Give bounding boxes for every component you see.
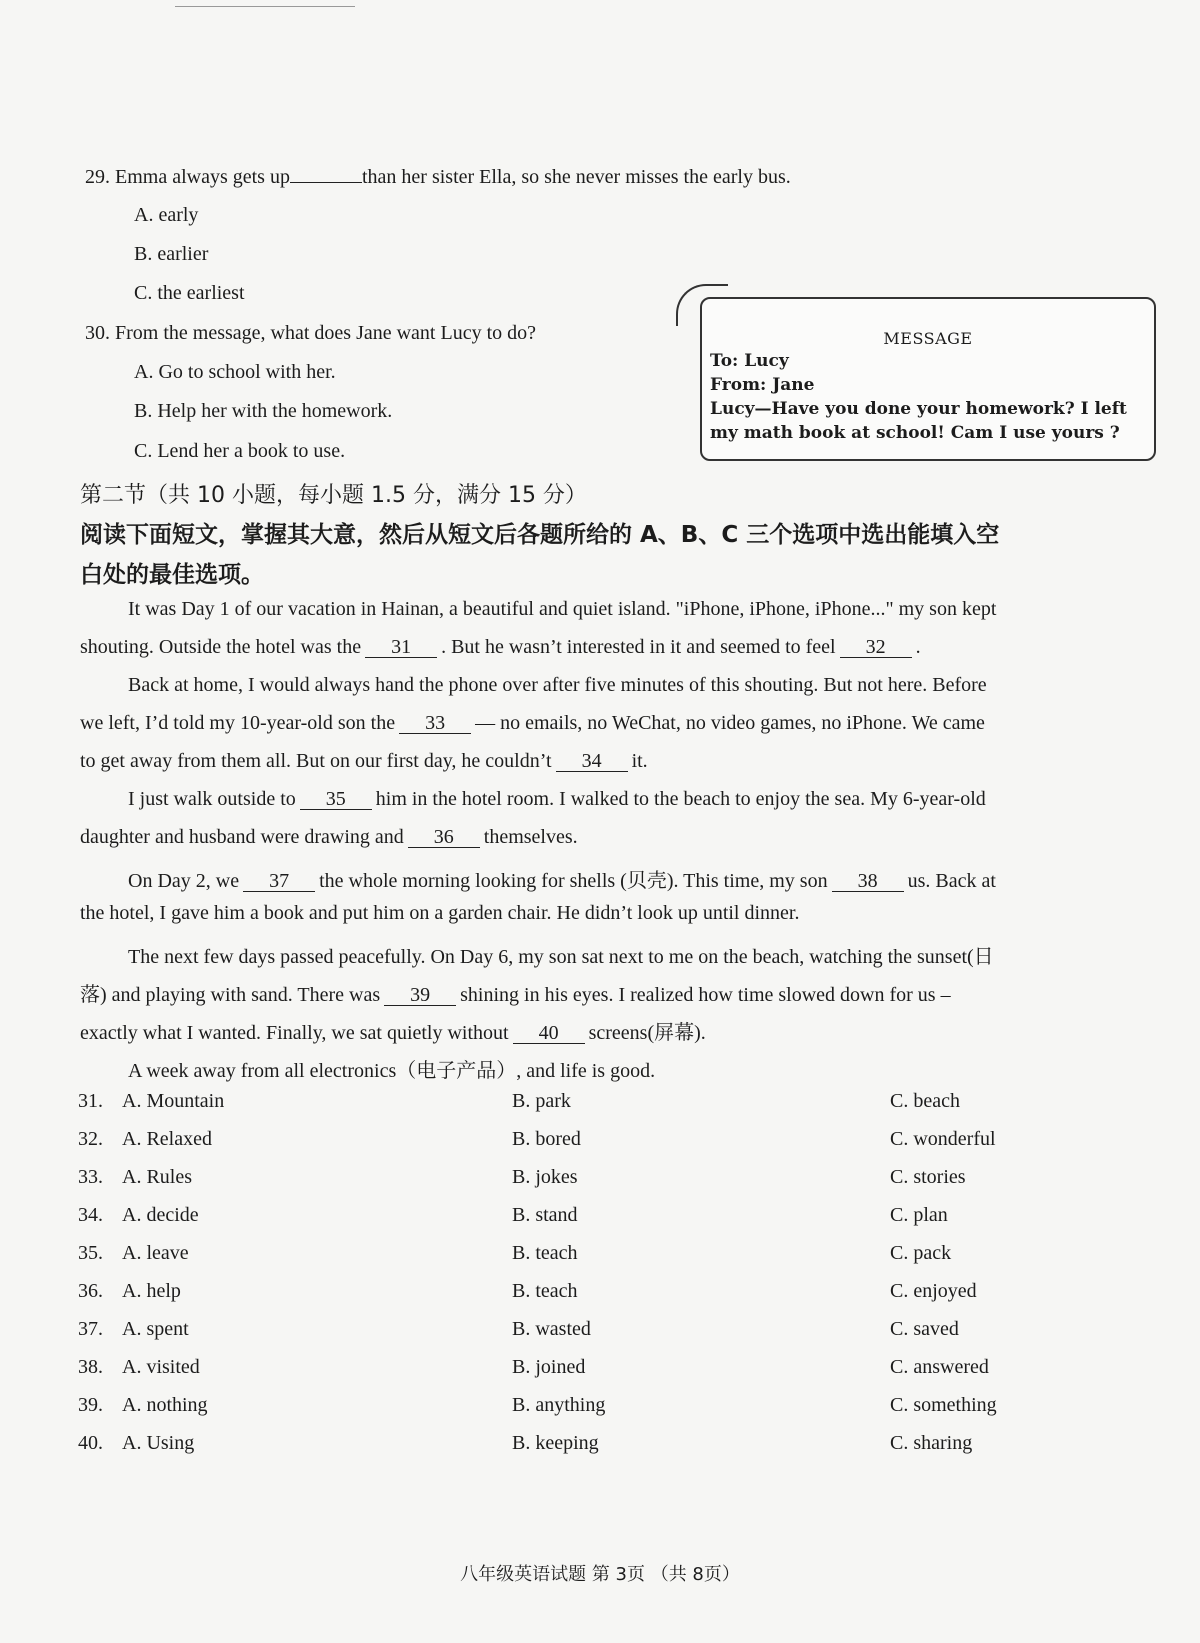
passage-line — [128, 788, 986, 811]
passage-text: the whole morning looking for shells (贝壳). This time, my son — [319, 870, 828, 892]
question-stem: From the message, what does Jane want Lucy to do? — [115, 322, 537, 344]
message-title: MESSAGE — [883, 329, 973, 348]
message-from: From: Jane — [710, 375, 815, 395]
passage-line: the hotel, I gave him a book and put him on a garden chair. He didn’t look up until dinner. — [80, 902, 800, 924]
passage-line: A week away from all electronics（电子产品）, and life is good. — [128, 1060, 656, 1082]
passage-text: him in the hotel room. I walked to the beach to enjoy the sea. My 6-year-old — [375, 788, 986, 810]
choice-row-32 — [78, 1128, 1178, 1164]
blank-38: 38 — [832, 871, 904, 892]
choice-c: C. saved — [890, 1318, 959, 1340]
question-stem-end: than her sister Ella, so she never misses the early bus. — [361, 166, 791, 188]
option-29a: A. early — [134, 204, 199, 226]
choice-row-38 — [78, 1356, 1178, 1392]
choice-c: C. plan — [890, 1204, 948, 1226]
passage-text: On Day 2, we — [128, 870, 240, 892]
passage-text: screens(屏幕). — [588, 1022, 706, 1044]
choice-b: B. anything — [512, 1394, 606, 1416]
choice-c: C. enjoyed — [890, 1280, 977, 1302]
choice-c: C. sharing — [890, 1432, 973, 1454]
passage-text: exactly what I wanted. Finally, we sat quietly without — [80, 1022, 509, 1044]
choice-c: C. wonderful — [890, 1128, 996, 1150]
choice-number: 37. — [78, 1318, 103, 1340]
passage-line — [80, 1016, 706, 1045]
passage-line — [80, 712, 985, 735]
blank-36: 36 — [408, 827, 480, 848]
passage-text: daughter and husband were drawing and — [80, 826, 404, 848]
message-note — [700, 297, 1156, 461]
choice-row-40 — [78, 1432, 1178, 1468]
choice-b: B. park — [512, 1090, 571, 1112]
option-29b: B. earlier — [134, 243, 209, 265]
passage-line — [80, 750, 648, 773]
choice-row-31 — [78, 1090, 1178, 1126]
passage-text: . But he wasn’t interested in it and seemed to feel — [441, 636, 836, 658]
choice-number: 35. — [78, 1242, 103, 1264]
choice-number: 39. — [78, 1394, 103, 1416]
passage-text: shouting. Outside the hotel was the — [80, 636, 362, 658]
choice-c: C. something — [890, 1394, 997, 1416]
choice-number: 40. — [78, 1432, 103, 1454]
choice-number: 31. — [78, 1090, 103, 1112]
choice-c: C. beach — [890, 1090, 960, 1112]
choice-row-36 — [78, 1280, 1178, 1316]
question-30 — [85, 322, 536, 345]
passage-text: us. Back at — [907, 870, 996, 892]
option-30a: A. Go to school with her. — [134, 361, 336, 383]
option-30b: B. Help her with the homework. — [134, 400, 393, 422]
page-footer: 八年级英语试题 第 3页 （共 8页） — [460, 1564, 740, 1585]
choice-b: B. teach — [512, 1280, 578, 1302]
choice-c: C. pack — [890, 1242, 952, 1264]
choice-row-37 — [78, 1318, 1178, 1354]
choice-a: A. leave — [122, 1242, 189, 1264]
passage-text: shining in his eyes. I realized how time slowed down for us – — [460, 984, 951, 1006]
section-heading: 第二节（共 10 小题，每小题 1.5 分，满分 15 分） — [80, 483, 587, 508]
blank-39: 39 — [384, 985, 456, 1006]
choice-number: 34. — [78, 1204, 103, 1226]
passage-line — [80, 978, 951, 1007]
option-30c: C. Lend her a book to use. — [134, 440, 346, 462]
instruction-line-2: 白处的最佳选项。 — [80, 562, 264, 588]
passage-text: I just walk outside to — [128, 788, 296, 810]
choice-b: B. bored — [512, 1128, 581, 1150]
passage-line: It was Day 1 of our vacation in Hainan, a beautiful and quiet island. "iPhone, iPhone, iPhone..." my son kept — [128, 598, 997, 620]
choice-a: A. decide — [122, 1204, 199, 1226]
blank-31: 31 — [365, 637, 437, 658]
question-number: 30. — [85, 322, 110, 344]
passage-text: 落) and playing with sand. There was — [80, 984, 381, 1006]
choice-a: A. help — [122, 1280, 181, 1302]
choice-a: A. Rules — [122, 1166, 192, 1188]
choice-number: 38. — [78, 1356, 103, 1378]
message-body-line-1: Lucy—Have you done your homework? I left — [710, 399, 1127, 419]
choice-b: B. keeping — [512, 1432, 599, 1454]
answer-blank — [290, 164, 362, 183]
choice-a: A. Mountain — [122, 1090, 225, 1112]
choice-row-34 — [78, 1204, 1178, 1240]
choice-c: C. answered — [890, 1356, 989, 1378]
passage-text: to get away from them all. But on our first day, he couldn’t — [80, 750, 552, 772]
choice-b: B. joined — [512, 1356, 586, 1378]
passage-text: . — [915, 636, 921, 658]
passage-text: we left, I’d told my 10-year-old son the — [80, 712, 396, 734]
message-body-line-2: my math book at school! Cam I use yours ? — [710, 423, 1120, 443]
choice-b: B. jokes — [512, 1166, 578, 1188]
message-to: To: Lucy — [710, 351, 789, 371]
blank-33: 33 — [399, 713, 471, 734]
passage-text: themselves. — [483, 826, 578, 848]
choice-row-39 — [78, 1394, 1178, 1430]
passage-text: it. — [631, 750, 648, 772]
blank-34: 34 — [556, 751, 628, 772]
question-29 — [85, 164, 791, 189]
choice-a: A. Using — [122, 1432, 195, 1454]
passage-line — [128, 864, 996, 893]
blank-37: 37 — [243, 871, 315, 892]
option-29c: C. the earliest — [134, 282, 245, 304]
choice-number: 33. — [78, 1166, 103, 1188]
blank-32: 32 — [840, 637, 912, 658]
instruction-line-1: 阅读下面短文，掌握其大意，然后从短文后各题所给的 A、B、C 三个选项中选出能填入空 — [80, 522, 1000, 548]
blank-35: 35 — [300, 789, 372, 810]
choice-a: A. spent — [122, 1318, 189, 1340]
blank-40: 40 — [513, 1023, 585, 1044]
choice-b: B. stand — [512, 1204, 578, 1226]
choice-row-35 — [78, 1242, 1178, 1278]
choice-b: B. wasted — [512, 1318, 591, 1340]
question-number: 29. — [85, 166, 110, 188]
passage-line — [80, 826, 578, 849]
passage-line: The next few days passed peacefully. On Day 6, my son sat next to me on the beach, watching the sunset(日 — [128, 946, 994, 968]
choice-a: A. visited — [122, 1356, 200, 1378]
passage-text: — no emails, no WeChat, no video games, no iPhone. We came — [475, 712, 985, 734]
choice-a: A. nothing — [122, 1394, 208, 1416]
passage-line: Back at home, I would always hand the phone over after five minutes of this shouting. But not here. Before — [128, 674, 987, 696]
question-stem-start: Emma always gets up — [115, 166, 290, 188]
choice-number: 32. — [78, 1128, 103, 1150]
choice-c: C. stories — [890, 1166, 966, 1188]
choice-row-33 — [78, 1166, 1178, 1202]
top-scan-mark — [175, 0, 355, 7]
choice-a: A. Relaxed — [122, 1128, 212, 1150]
choice-b: B. teach — [512, 1242, 578, 1264]
choice-number: 36. — [78, 1280, 103, 1302]
passage-line — [80, 636, 921, 659]
